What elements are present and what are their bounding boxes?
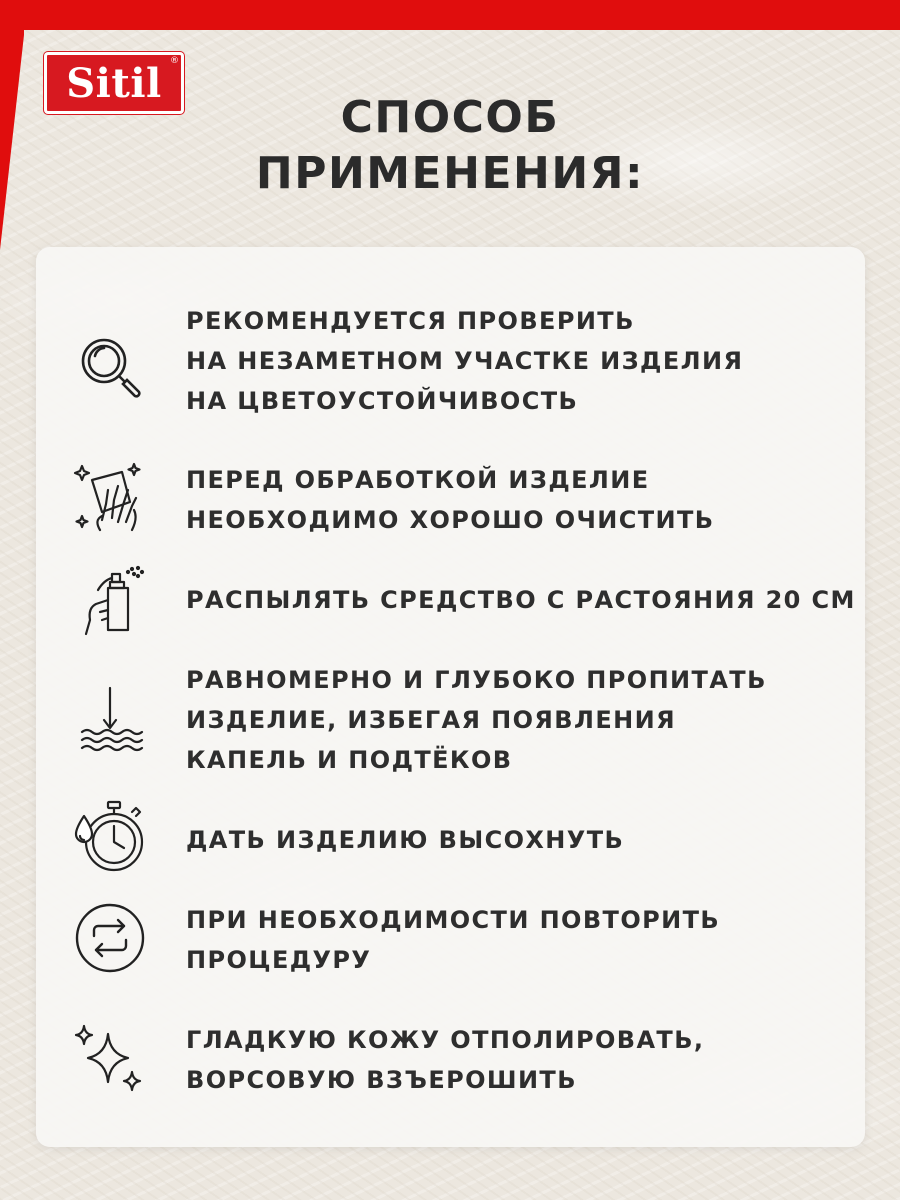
step-line: РАВНОМЕРНО И ГЛУБОКО ПРОПИТАТЬ (186, 666, 767, 694)
step-line: ИЗДЕЛИЕ, ИЗБЕГАЯ ПОЯВЛЕНИЯ (186, 706, 676, 734)
step-text (186, 660, 846, 780)
sparkles-icon (72, 1022, 148, 1098)
step-line: РАСПЫЛЯТЬ СРЕДСТВО С РАСТОЯНИЯ 20 СМ (186, 586, 856, 614)
step-line: ПРИ НЕОБХОДИМОСТИ ПОВТОРИТЬ (186, 906, 721, 934)
step-line: НА НЕЗАМЕТНОМ УЧАСТКЕ ИЗДЕЛИЯ (186, 347, 744, 375)
step-line: ДАТЬ ИЗДЕЛИЮ ВЫСОХНУТЬ (186, 826, 625, 854)
step-line: РЕКОМЕНДУЕТСЯ ПРОВЕРИТЬ (186, 307, 635, 335)
step-text (186, 580, 856, 620)
drying-timer-icon (72, 798, 148, 874)
step-line: КАПЕЛЬ И ПОДТЁКОВ (186, 746, 513, 774)
step-line: ГЛАДКУЮ КОЖУ ОТПОЛИРОВАТЬ, (186, 1026, 705, 1054)
magnifier-icon (72, 329, 148, 405)
soak-arrow-icon (72, 682, 148, 758)
step-text (186, 900, 846, 980)
step-line: ПЕРЕД ОБРАБОТКОЙ ИЗДЕЛИЕ (186, 466, 650, 494)
step-line: ВОРСОВУЮ ВЗЪЕРОШИТЬ (186, 1066, 577, 1094)
page-title (0, 90, 900, 202)
step-line: НА ЦВЕТОУСТОЙЧИВОСТЬ (186, 387, 579, 415)
spray-bottle-icon (72, 560, 148, 636)
top-accent-bar (0, 0, 900, 30)
step-text (186, 301, 846, 421)
brand-logo-text: Sitil (66, 59, 162, 107)
registered-mark: ® (170, 56, 179, 66)
repeat-icon (72, 900, 148, 976)
step-text (186, 1020, 846, 1100)
instructions-card (36, 247, 865, 1147)
cleaning-hand-icon (72, 460, 148, 536)
title-line-2: ПРИМЕНЕНИЯ: (255, 148, 645, 199)
title-line-1: СПОСОБ (340, 92, 560, 143)
step-text (186, 820, 846, 860)
step-line: ПРОЦЕДУРУ (186, 946, 372, 974)
step-text (186, 460, 846, 540)
step-line: НЕОБХОДИМО ХОРОШО ОЧИСТИТЬ (186, 506, 715, 534)
